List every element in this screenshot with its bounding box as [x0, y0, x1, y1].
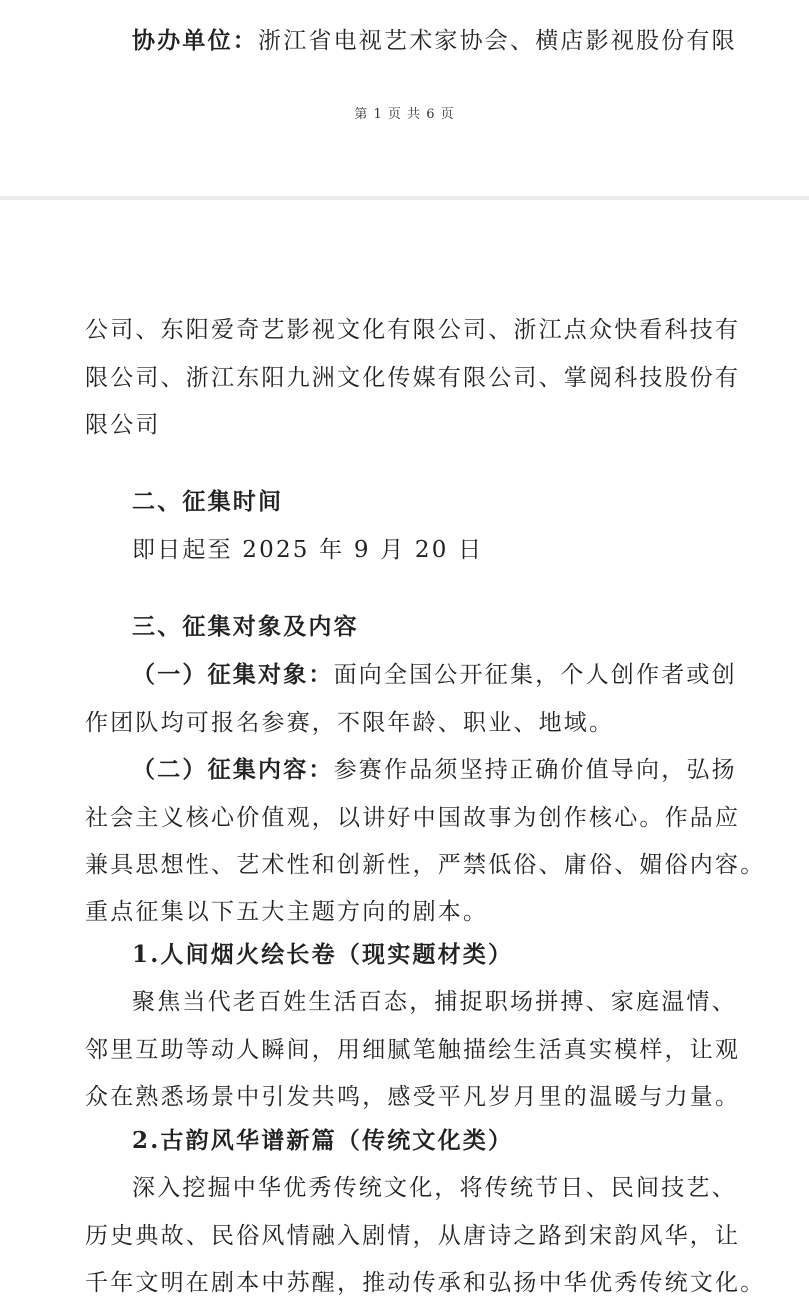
paragraph-line: 公司、东阳爱奇艺影视文化有限公司、浙江点众快看科技有 [85, 317, 741, 343]
previous-page-bottom [0, 0, 809, 196]
paragraph-line: 邻里互助等动人瞬间，用细腻笔触描绘生活真实模样，让观 [85, 1037, 741, 1063]
paragraph-line: 众在熟悉场景中引发共鸣，感受平凡岁月里的温暖与力量。 [85, 1084, 741, 1110]
subsection-content-label: （二）征集内容： [132, 756, 334, 783]
subsection-target-line [132, 660, 772, 690]
collection-time-text: 即日起至 2025 年 9 月 20 日 [132, 537, 484, 563]
subsection-target-label: （一）征集对象： [132, 661, 334, 688]
co-organizer-text: 浙江省电视艺术家协会、横店影视股份有限 [258, 28, 737, 54]
section-heading-scope: 三、征集对象及内容 [132, 613, 359, 640]
paragraph-line: 作团队均可报名参赛，不限年龄、职业、地域。 [85, 710, 615, 736]
subsection-target-text: 面向全国公开征集，个人创作者或创 [333, 662, 737, 688]
co-organizer-label: 协办单位： [132, 27, 258, 54]
paragraph-line: 聚焦当代老百姓生活百态，捕捉职场拼搏、家庭温情、 [132, 989, 737, 1015]
paragraph-line: 千年文明在剧本中苏醒，推动传承和弘扬中华优秀传统文化。 [85, 1270, 766, 1296]
section-heading-time: 二、征集时间 [132, 488, 284, 515]
document-page [0, 200, 809, 1310]
subsection-content-text: 参赛作品须坚持正确价值导向，弘扬 [333, 757, 737, 783]
subsection-content-line [132, 755, 772, 785]
paragraph-line: 兼具思想性、艺术性和创新性，严禁低俗、庸俗、媚俗内容。 [85, 852, 766, 878]
paragraph-line: 历史典故、民俗风情融入剧情，从唐诗之路到宋韵风华，让 [85, 1223, 741, 1249]
theme-heading-2: 2.古韵风华谱新篇（传统文化类） [132, 1127, 514, 1154]
page-footer: 第 1 页 共 6 页 [354, 107, 455, 122]
paragraph-line: 社会主义核心价值观，以讲好中国故事为创作核心。作品应 [85, 805, 741, 831]
paragraph-line: 限公司 [85, 412, 161, 438]
theme-heading-1: 1.人间烟火绘长卷（现实题材类） [132, 941, 514, 968]
paragraph-line: 重点征集以下五大主题方向的剧本。 [85, 899, 489, 925]
paragraph-line: 深入挖掘中华优秀传统文化，将传统节日、民间技艺、 [132, 1175, 737, 1201]
paragraph-line: 限公司、浙江东阳九洲文化传媒有限公司、掌阅科技股份有 [85, 365, 741, 391]
co-organizer-line [132, 26, 772, 56]
